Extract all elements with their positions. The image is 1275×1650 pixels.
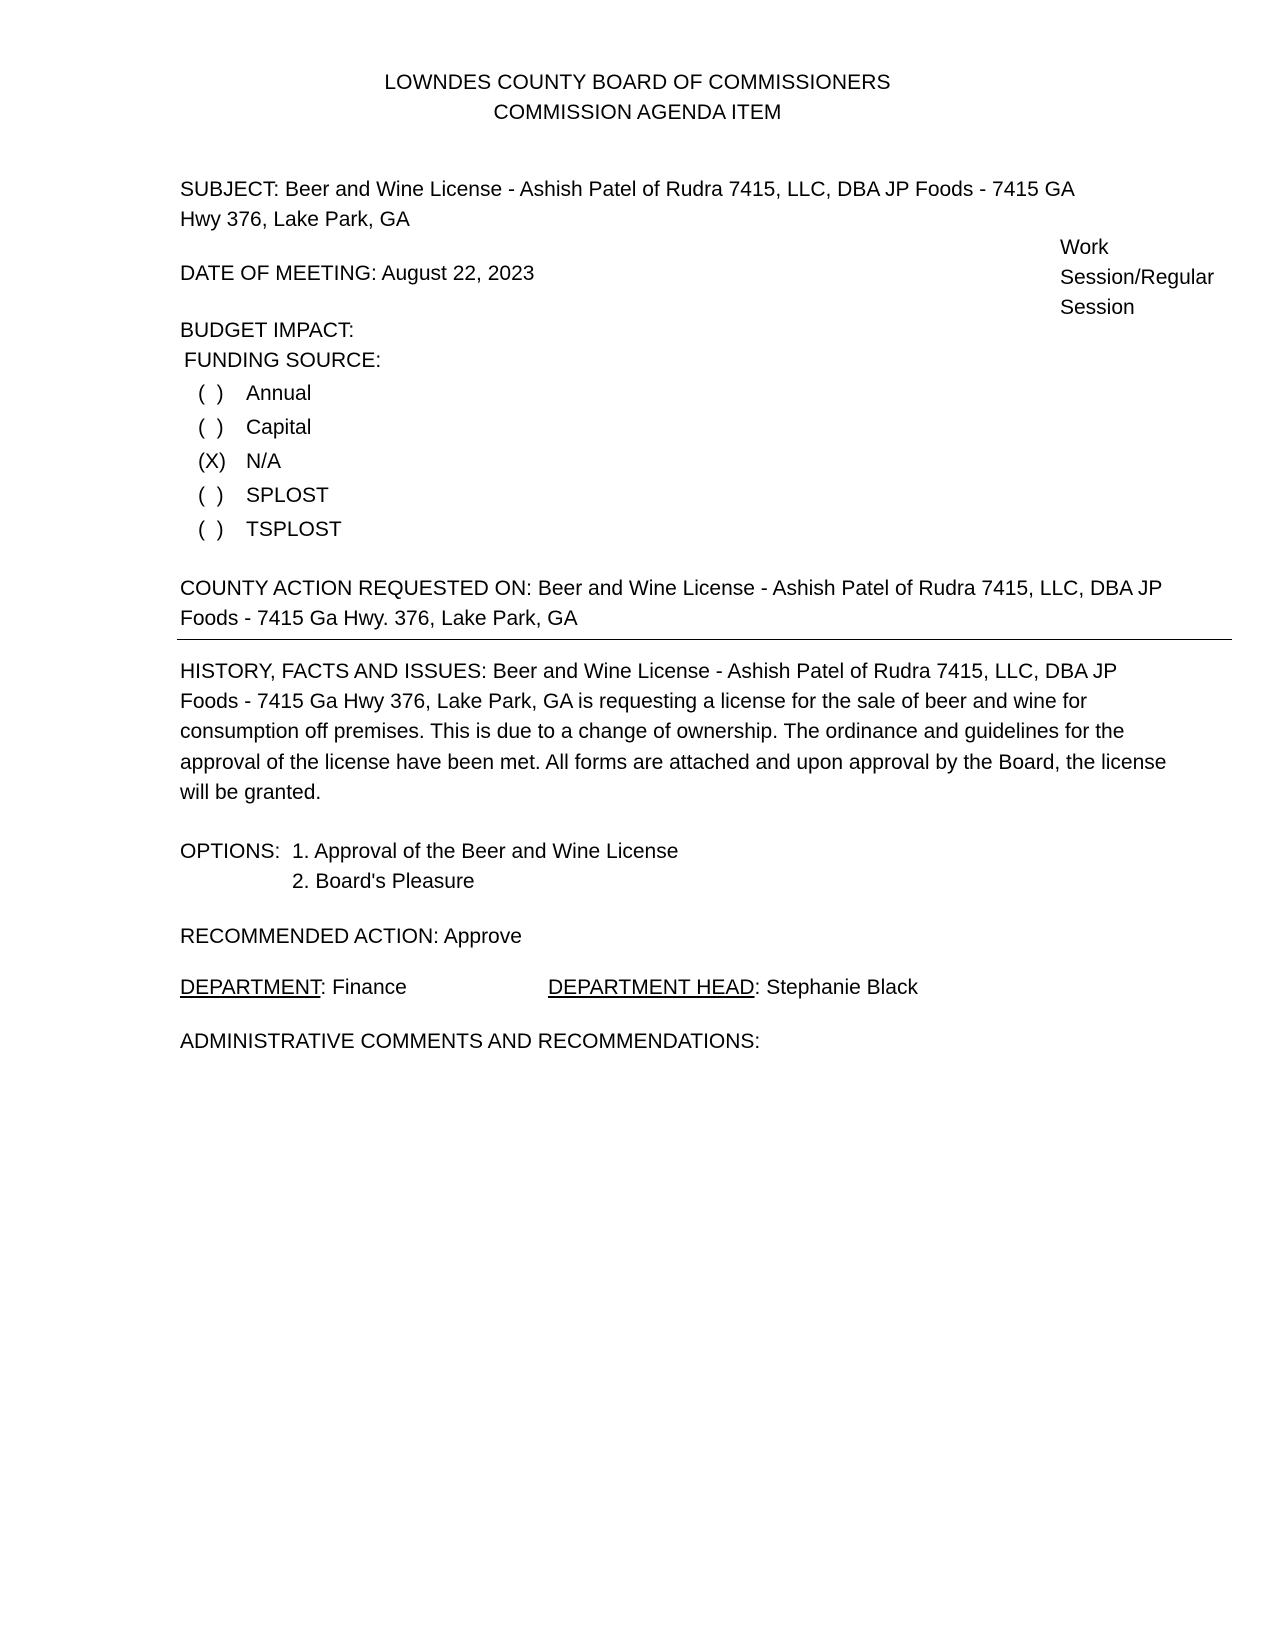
- funding-option-annual[interactable]: [180, 383, 1170, 404]
- meeting-date-value: August 22, 2023: [381, 261, 535, 285]
- funding-option-label: SPLOST: [246, 483, 329, 507]
- checkbox-na[interactable]: (X): [198, 449, 226, 473]
- recommended-action-label: RECOMMENDED ACTION:: [180, 924, 440, 948]
- options-item-2: 2. Board's Pleasure: [292, 870, 475, 894]
- funding-source-label: FUNDING SOURCE:: [184, 349, 382, 373]
- history-label: HISTORY, FACTS AND ISSUES:: [180, 659, 487, 683]
- options-section: [180, 837, 1170, 898]
- funding-option-label: Capital: [246, 415, 312, 439]
- subject-line: [180, 175, 1085, 236]
- session-note: Work Session/Regular Session: [1060, 235, 1215, 319]
- subject-label: SUBJECT:: [180, 177, 280, 201]
- department-block: [180, 976, 548, 1000]
- funding-option-label: N/A: [246, 449, 282, 473]
- department-value: : Finance: [320, 975, 407, 999]
- administrative-comments-label: ADMINISTRATIVE COMMENTS AND RECOMMENDATIONS:: [180, 1029, 761, 1053]
- recommended-action-line: [180, 925, 1170, 949]
- checkbox-capital[interactable]: ( ): [198, 415, 224, 439]
- county-action-label: COUNTY ACTION REQUESTED ON:: [180, 576, 532, 600]
- header-line-2: COMMISSION AGENDA ITEM: [493, 101, 782, 125]
- funding-option-label: TSPLOST: [246, 517, 342, 541]
- budget-impact-line: [180, 316, 1170, 346]
- history-section: [180, 657, 1170, 809]
- funding-option-tsplost[interactable]: [180, 519, 1170, 540]
- department-head-block: [548, 976, 918, 1000]
- meeting-date-line: [180, 262, 1170, 286]
- county-action-section: [180, 574, 1170, 640]
- checkbox-annual[interactable]: ( ): [198, 381, 224, 405]
- document-header: [0, 0, 1275, 129]
- checkbox-splost[interactable]: ( ): [198, 483, 224, 507]
- subject-text: Beer and Wine License - Ashish Patel of Rudra 7415, LLC, DBA JP Foods - 7415 GA Hwy 376, Lake Park, GA: [180, 177, 1074, 232]
- department-label: DEPARTMENT: [180, 975, 321, 999]
- options-label: OPTIONS:: [180, 839, 281, 863]
- checkbox-tsplost[interactable]: ( ): [198, 517, 224, 541]
- department-head-value: : Stephanie Black: [754, 975, 918, 999]
- funding-option-splost[interactable]: [180, 485, 1170, 506]
- funding-option-capital[interactable]: [180, 417, 1170, 438]
- recommended-action-value: Approve: [443, 924, 522, 948]
- funding-source-options: [180, 383, 1170, 540]
- funding-option-label: Annual: [246, 381, 312, 405]
- header-line-1: LOWNDES COUNTY BOARD OF COMMISSIONERS: [384, 71, 891, 94]
- county-action-text: Beer and Wine License - Ashish Patel of Rudra 7415, LLC, DBA JP Foods - 7415 Ga Hwy. 376, Lake Park, GA: [180, 576, 1162, 631]
- horizontal-divider: [177, 639, 1232, 640]
- department-head-label: DEPARTMENT HEAD: [548, 975, 755, 999]
- options-item-1: 1. Approval of the Beer and Wine License: [292, 839, 679, 863]
- budget-impact-label: BUDGET IMPACT:: [180, 318, 355, 342]
- funding-option-na[interactable]: [180, 451, 1170, 472]
- options-line-1: [180, 837, 1170, 867]
- document-body: [105, 175, 1215, 1054]
- department-row: [180, 976, 1170, 1000]
- meeting-date-label: DATE OF MEETING:: [180, 261, 377, 285]
- history-text: Beer and Wine License - Ashish Patel of Rudra 7415, LLC, DBA JP Foods - 7415 Ga Hwy 376, Lake Park, GA is requesting a license for the sale of beer and wine for consumption off premises. This is due to a change of ownership. The ordinance and guidelines for the approval of the license have been met. All forms are attached and upon approval by the Board, the license will be granted.: [180, 659, 1167, 805]
